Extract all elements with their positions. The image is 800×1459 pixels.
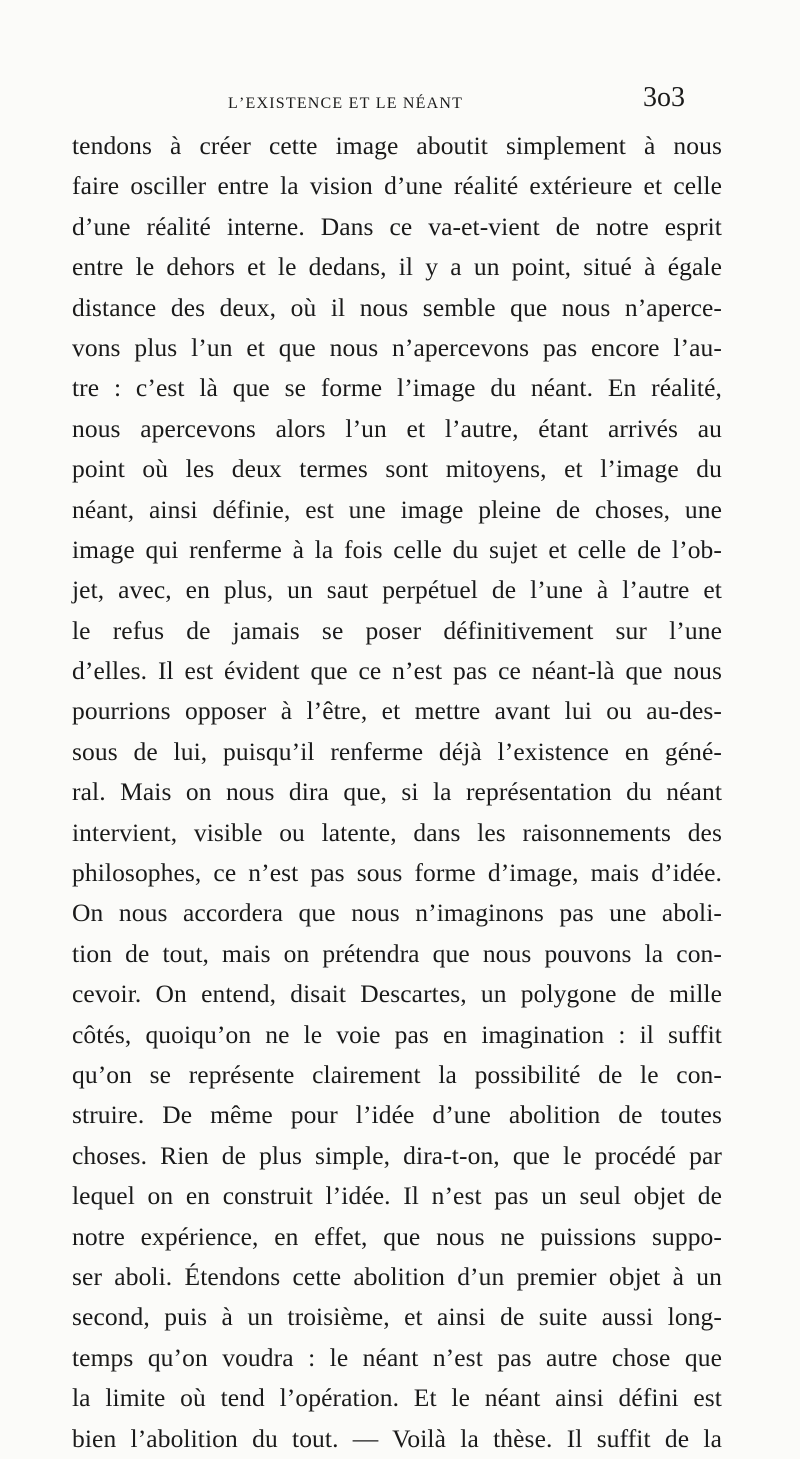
text-line: le refus de jamais se poser définitivement sur l’une — [72, 615, 722, 645]
text-line: temps qu’on voudra : le néant n’est pas autre chose que — [72, 1342, 722, 1372]
text-line: la limite où tend l’opération. Et le néant ainsi défini est — [72, 1383, 722, 1413]
running-head — [0, 82, 800, 122]
text-line: vons plus l’un et que nous n’apercevons pas encore l’au- — [72, 332, 722, 362]
text-line: notre expérience, en effet, que nous ne puissions suppo- — [72, 1221, 722, 1251]
text-line: tion de tout, mais on prétendra que nous pouvons la con- — [72, 938, 722, 968]
text-line: choses. Rien de plus simple, dira-t-on, que le procédé par — [72, 1140, 722, 1170]
text-line: sous de lui, puisqu’il renferme déjà l’existence en géné- — [72, 736, 722, 766]
text-line: d’elles. Il est évident que ce n’est pas ce néant-là que nous — [72, 656, 722, 686]
text-line: tendons à créer cette image aboutit simplement à nous — [72, 131, 722, 160]
text-line: faire osciller entre la vision d’une réalité extérieure et celle — [72, 171, 722, 201]
text-line: bien l’abolition du tout. — Voilà la thèse. Il suffit de la — [72, 1423, 722, 1453]
text-line: jet, avec, en plus, un saut perpétuel de l’une à l’autre et — [72, 575, 722, 605]
text-line: lequel on en construit l’idée. Il n’est pas un seul objet de — [72, 1181, 722, 1211]
text-line: second, puis à un troisième, et ainsi de suite aussi long- — [72, 1302, 722, 1332]
text-line: struire. De même pour l’idée d’une abolition de toutes — [72, 1100, 722, 1130]
text-line: On nous accordera que nous n’imaginons pas une aboli- — [72, 898, 722, 928]
text-line: distance des deux, où il nous semble que nous n’aperce- — [72, 292, 722, 322]
text-line: entre le dehors et le dedans, il y a un point, situé à égale — [72, 252, 722, 282]
page-number: 3o3 — [643, 82, 685, 113]
text-line: cevoir. On entend, disait Descartes, un polygone de mille — [72, 979, 722, 1009]
text-line: ral. Mais on nous dira que, si la représentation du néant — [72, 777, 722, 807]
running-title: l’existence et le néant — [228, 88, 464, 113]
text-line: tre : c’est là que se forme l’image du néant. En réalité, — [72, 373, 722, 403]
text-line: côtés, quoiqu’on ne le voie pas en imagination : il suffit — [72, 1019, 722, 1049]
text-line: ser aboli. Étendons cette abolition d’un premier objet à un — [72, 1261, 722, 1291]
text-line: pourrions opposer à l’être, et mettre avant lui ou au-des- — [72, 696, 722, 726]
text-line: philosophes, ce n’est pas sous forme d’image, mais d’idée. — [72, 858, 722, 888]
text-line: néant, ainsi définie, est une image pleine de choses, une — [72, 494, 722, 524]
text-line: intervient, visible ou latente, dans les raisonnements des — [72, 817, 722, 847]
text-line: qu’on se représente clairement la possibilité de le con- — [72, 1059, 722, 1089]
text-line: image qui renferme à la fois celle du sujet et celle de l’ob- — [72, 534, 722, 564]
text-line: nous apercevons alors l’un et l’autre, étant arrivés au — [72, 413, 722, 443]
text-line: point où les deux termes sont mitoyens, et l’image du — [72, 454, 722, 484]
body-text — [72, 126, 722, 1459]
text-line: d’une réalité interne. Dans ce va-et-vient de notre esprit — [72, 211, 722, 241]
